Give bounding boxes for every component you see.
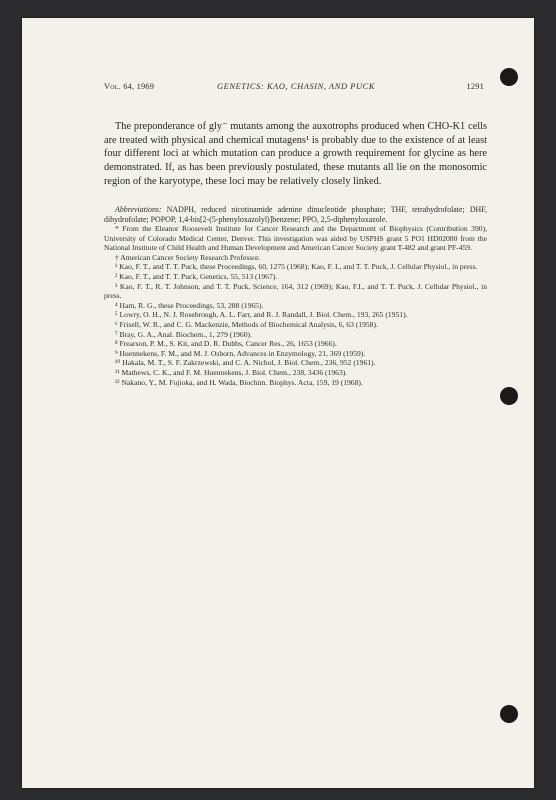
page-number: 1291	[466, 82, 484, 91]
binder-hole-top	[500, 68, 518, 86]
reference-1: ¹ Kao, F. T., and T. T. Puck, these Proceedings, 60, 1275 (1968); Kao, F. I., and T. T. Puck, J. Cellular Physiol., in press.	[115, 262, 478, 272]
reference-7: ⁷ Bray, G. A., Anal. Biochem., 1, 279 (1960).	[115, 329, 252, 339]
reference-12: ¹² Nakano, Y., M. Fujioka, and H. Wada, Biochim. Biophys. Acta, 159, 19 (1968).	[115, 377, 363, 387]
body-paragraph: The preponderance of gly⁻ mutants among the auxotrophs produced when CHO-K1 cells are treated with physical and chemical mutagens¹ is probably due to the existence of at least four different loci at which mutation can produce a growth requirement for glycine as here demonstrated. If, as has been previously postulated, these mutants all lie on the monosomic region of the karyotype, these loci may be relatively closely linked.	[104, 121, 487, 187]
reference-4: ⁴ Ham, R. G., these Proceedings, 53, 288 (1965).	[115, 300, 264, 310]
running-title: GENETICS: KAO, CHASIN, AND PUCK	[217, 82, 376, 91]
reference-6: ⁶ Frisell, W. R., and C. G. Mackenzie, Methods of Biochemical Analysis, 6, 63 (1958).	[115, 319, 378, 329]
reference-2: ² Kao, F. T., and T. T. Puck, Genetics, 55, 513 (1967).	[115, 271, 278, 281]
footnotes	[104, 224, 487, 387]
reference-9: ⁹ Huennekens, F. M., and M. J. Osborn, Advances in Enzymology, 21, 369 (1959).	[115, 348, 366, 358]
abbreviations-text: NADPH, reduced nicotinamide adenine dinucleotide phosphate; THF, tetrahydrofolate; DHF, dihydrofolate; POPOP, 1,4-bis[2-(5-phenyloxazolyl)]benzene; PPO, 2,5-diphenyloxazole.	[104, 204, 487, 225]
reference-10: ¹⁰ Hakala, M. T., S. F. Zakrzewski, and C. A. Nichol, J. Biol. Chem., 236, 952 (1961).	[115, 358, 376, 368]
abbreviations	[104, 205, 487, 225]
footnote-professor: † American Cancer Society Research Professor.	[115, 252, 261, 262]
volume-label: Vol. 64, 1969	[104, 82, 155, 91]
binder-hole-bottom	[500, 705, 518, 723]
reference-11: ¹¹ Mathews, C. K., and F. M. Huennekens, J. Biol. Chem., 238, 3436 (1963).	[115, 367, 348, 377]
reference-8: ⁸ Frearson, P. M., S. Kit, and D. R. Dubbs, Cancer Res., 26, 1653 (1966).	[115, 339, 337, 349]
binder-hole-middle	[500, 387, 518, 405]
reference-3: ³ Kao, F. T., R. T. Johnson, and T. T. Puck, Science, 164, 312 (1969); Kao, F.I., and T. T. Puck, J. Cellular Physiol., in press.	[104, 281, 487, 301]
footnote-affiliation: * From the Eleanor Roosevelt Institute for Cancer Research and the Department of Biophysics (Contribution 390), University of Colorado Medical Center, Denver. This investigation was aided by USPHS grant 5 PO1 HD02080 from the National Institute of Child Health and Human Development and American Cancer Society grant T-482 and grant PF-459.	[104, 224, 487, 253]
reference-5: ⁵ Lowry, O. H., N. J. Rosebrough, A. L. Farr, and R. J. Randall, J. Biol. Chem., 193, 265 (1951).	[115, 310, 408, 320]
document-page	[22, 18, 534, 788]
abbreviations-label: Abbreviations:	[115, 204, 162, 214]
